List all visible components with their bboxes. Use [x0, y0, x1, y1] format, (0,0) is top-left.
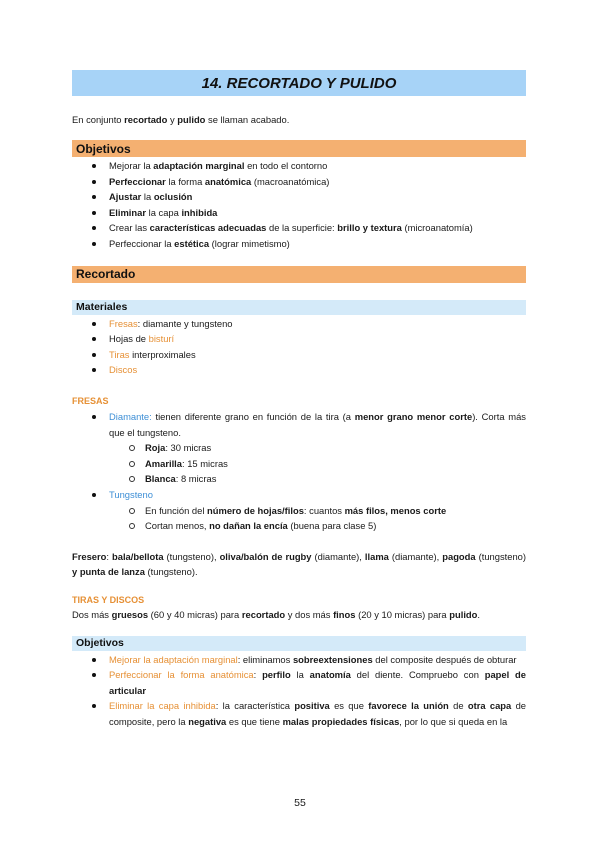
- bold-text: anatomía: [309, 669, 351, 681]
- list-item-diamante: [72, 409, 526, 440]
- text: : la característica: [215, 700, 295, 712]
- text: (tungsteno),: [163, 550, 220, 562]
- list-item: [72, 518, 526, 534]
- text: es que tiene: [226, 716, 283, 728]
- text: tienen diferente grano en función de la tira (a: [151, 410, 355, 422]
- bold-text: pulido: [177, 114, 206, 125]
- text: : diamante y tungsteno: [137, 317, 233, 329]
- text: (tungsteno): [475, 550, 527, 562]
- list-item-tungsteno: [72, 487, 526, 503]
- bold-text: oclusión: [153, 191, 193, 203]
- objetivos-recortado-list: [72, 652, 526, 730]
- text: : 8 micras: [175, 473, 217, 485]
- bold-text: Fresero: [72, 550, 107, 562]
- text: y: [167, 114, 178, 125]
- list-item: [72, 205, 526, 221]
- text: :: [253, 669, 263, 681]
- bold-text: oliva/balón de rugby: [219, 550, 312, 562]
- text: Cortan menos,: [145, 520, 210, 532]
- page-title: 14. RECORTADO Y PULIDO: [72, 70, 526, 96]
- bold-text: finos: [333, 608, 356, 620]
- text: interproximales: [129, 348, 196, 360]
- bold-text: perfilo: [262, 669, 291, 681]
- bold-text: menor grano menor corte: [354, 410, 473, 422]
- bold-text: anatómica: [204, 175, 252, 187]
- bold-text: adaptación marginal: [153, 160, 245, 171]
- text: (20 y 10 micras) para: [355, 608, 450, 620]
- bold-text: Amarilla: [145, 457, 182, 469]
- list-item: [72, 347, 526, 363]
- bold-text: Perfeccionar: [109, 175, 166, 187]
- text: del diente. Compruebo con: [350, 669, 485, 681]
- fresas-heading: FRESAS: [72, 395, 109, 406]
- text: En función del: [145, 504, 208, 516]
- highlight-text: bisturí: [148, 333, 175, 345]
- text: .: [477, 608, 480, 620]
- text: : 15 micras: [182, 457, 228, 469]
- bold-text: llama: [364, 550, 389, 562]
- highlight-text: Tiras: [109, 348, 130, 360]
- text: (lograr mimetismo): [209, 237, 290, 249]
- highlight-text: Tungsteno: [109, 488, 153, 500]
- bold-text: gruesos: [111, 608, 149, 620]
- list-item: [72, 174, 526, 190]
- list-item: [72, 503, 526, 519]
- highlight-text: Fresas: [109, 317, 138, 329]
- list-item: [72, 652, 526, 668]
- text: (macroanatómica): [251, 175, 330, 187]
- text: Dos más: [72, 608, 112, 620]
- tiras-heading: TIRAS Y DISCOS: [72, 594, 145, 605]
- text: en todo el contorno: [244, 160, 328, 171]
- bold-text: positiva: [294, 700, 330, 712]
- intro-paragraph: [72, 113, 526, 127]
- text: de composite, pero la: [109, 700, 527, 728]
- highlight-text: Diamante:: [109, 410, 152, 422]
- bold-text: más filos, menos corte: [344, 504, 447, 516]
- text: Mejorar la: [109, 160, 154, 171]
- text: En conjunto: [72, 114, 125, 125]
- text: (buena para clase 5): [287, 520, 377, 532]
- highlight-text: Eliminar la capa inhibida: [109, 700, 216, 712]
- highlight-text: Perfeccionar la forma anatómica: [109, 669, 254, 681]
- text: (microanatomía): [401, 222, 473, 234]
- highlight-text: Discos: [109, 364, 138, 376]
- page-number: 55: [294, 797, 306, 809]
- text: de: [448, 700, 468, 712]
- fresero-paragraph: [72, 549, 526, 579]
- section-heading-objetivos: Objetivos: [72, 140, 526, 157]
- text: la: [290, 669, 310, 681]
- tungsteno-sub-list: [72, 503, 526, 534]
- text: Crear las: [109, 222, 150, 234]
- bold-text: y punta de lanza: [72, 565, 145, 577]
- text: se llaman acabado.: [205, 114, 290, 125]
- tungsteno-list: [72, 487, 526, 503]
- section-heading-recortado: Recortado: [72, 266, 526, 283]
- text: (diamante),: [311, 550, 365, 562]
- subsection-heading-objetivos: Objetivos: [72, 636, 526, 651]
- bold-text: bala/bellota: [112, 550, 164, 562]
- text: (60 y 40 micras) para: [148, 608, 242, 620]
- bold-text: Roja: [145, 442, 166, 454]
- text: y dos más: [285, 608, 334, 620]
- text: : eliminamos: [237, 653, 293, 665]
- bold-text: Eliminar: [109, 206, 146, 218]
- list-item: [72, 471, 526, 487]
- text: es que: [329, 700, 369, 712]
- bold-text: brillo y textura: [337, 222, 402, 234]
- highlight-text: Mejorar la adaptación marginal: [109, 653, 238, 665]
- bold-text: sobreextensiones: [292, 653, 373, 665]
- tiras-paragraph: [72, 607, 526, 622]
- text: : 30 micras: [165, 442, 212, 454]
- bold-text: pulido: [449, 608, 478, 620]
- bold-text: recortado: [241, 608, 286, 620]
- bold-text: favorece la unión: [368, 700, 449, 712]
- text: la capa: [146, 206, 182, 218]
- list-item: [72, 667, 526, 698]
- bold-text: estética: [174, 237, 210, 249]
- list-item: [72, 189, 526, 205]
- text: de la superficie:: [266, 222, 338, 234]
- grit-sizes-list: [72, 440, 526, 487]
- text: , por lo que si queda en la: [399, 716, 508, 728]
- text: del composite después de obturar: [372, 653, 517, 665]
- objetivos-list: [72, 158, 526, 252]
- list-item: [72, 316, 526, 332]
- text: la: [141, 191, 154, 203]
- bold-text: papel de articular: [109, 669, 526, 696]
- bold-text: Blanca: [145, 473, 176, 485]
- text: :: [106, 550, 112, 562]
- text: (diamante),: [388, 550, 443, 562]
- bold-text: negativa: [188, 716, 227, 728]
- subsection-heading-materiales: Materiales: [72, 300, 526, 315]
- bold-text: recortado: [124, 114, 168, 125]
- bold-text: características adecuadas: [149, 222, 267, 234]
- bold-text: malas propiedades físicas: [282, 716, 400, 728]
- text: (tungsteno).: [144, 565, 198, 577]
- document-page: [72, 70, 526, 730]
- list-item: [72, 158, 526, 174]
- bold-text: Ajustar: [109, 191, 142, 203]
- list-item: [72, 331, 526, 347]
- materiales-list: [72, 316, 526, 378]
- list-item: [72, 220, 526, 236]
- bold-text: otra capa: [467, 700, 512, 712]
- list-item: [72, 440, 526, 456]
- text: : cuantos: [303, 504, 345, 516]
- bold-text: número de hojas/filos: [207, 504, 304, 516]
- list-item: [72, 698, 526, 729]
- bold-text: pagoda: [442, 550, 476, 562]
- bold-text: inhibida: [181, 206, 218, 218]
- text: Hojas de: [109, 333, 149, 345]
- text: la forma: [165, 175, 205, 187]
- text: ). Corta más que el tungsteno.: [109, 410, 526, 438]
- bold-text: no dañan la encía: [209, 520, 288, 532]
- list-item: [72, 456, 526, 472]
- list-item: [72, 362, 526, 378]
- fresas-list: [72, 409, 526, 440]
- list-item: [72, 236, 526, 252]
- text: Perfeccionar la: [109, 237, 175, 249]
